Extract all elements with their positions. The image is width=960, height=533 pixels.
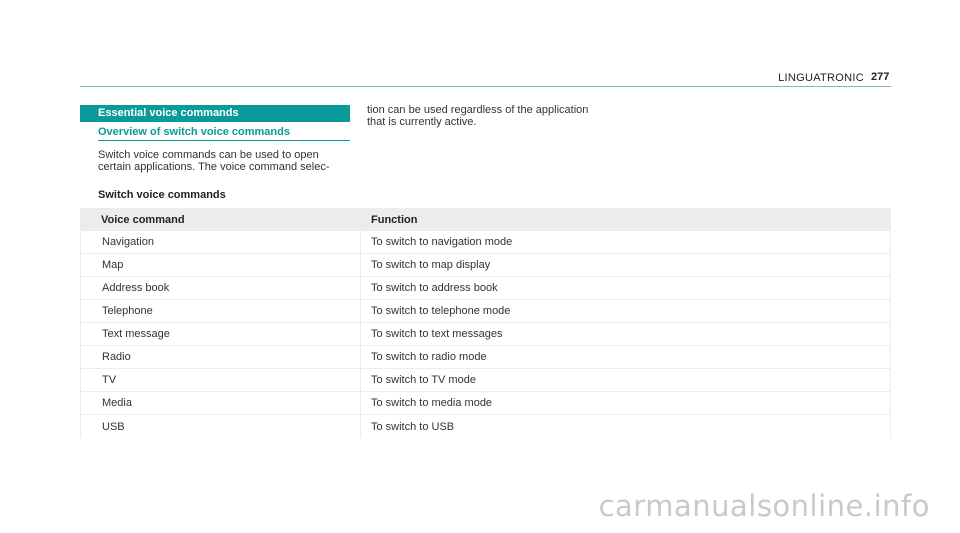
- function-cell: To switch to media mode: [361, 392, 891, 414]
- table-row: [80, 300, 891, 323]
- voice-command-cell: Media: [80, 392, 361, 414]
- table-header-row: [80, 208, 891, 231]
- function-cell: To switch to text messages: [361, 323, 891, 345]
- section-title: Essential voice commands: [80, 105, 350, 122]
- subsection-title: Overview of switch voice commands: [98, 124, 350, 141]
- header-divider: [80, 86, 891, 87]
- header-voice-command: Voice command: [101, 213, 185, 226]
- table-row: [80, 415, 891, 438]
- intro-paragraph-left: Switch voice commands can be used to open certain applications. The voice command selec-: [98, 149, 330, 173]
- page-number: 277: [871, 71, 890, 83]
- header-function: Function: [371, 213, 418, 226]
- table-row: [80, 323, 891, 346]
- table-row: [80, 346, 891, 369]
- function-cell: To switch to navigation mode: [361, 231, 891, 253]
- table-row: [80, 369, 891, 392]
- intro-paragraph-right: tion can be used regardless of the application that is currently active.: [367, 104, 589, 128]
- voice-command-cell: Text message: [80, 323, 361, 345]
- voice-command-cell: Navigation: [80, 231, 361, 253]
- voice-command-cell: Telephone: [80, 300, 361, 322]
- table-row: [80, 277, 891, 300]
- voice-command-cell: USB: [80, 415, 361, 438]
- table-row: [80, 231, 891, 254]
- function-cell: To switch to USB: [361, 415, 891, 438]
- table-row: [80, 254, 891, 277]
- voice-command-table: [80, 208, 891, 438]
- watermark: carmanualsonline.info: [598, 489, 930, 523]
- voice-command-cell: Radio: [80, 346, 361, 368]
- table-row: [80, 392, 891, 415]
- function-cell: To switch to radio mode: [361, 346, 891, 368]
- voice-command-cell: Map: [80, 254, 361, 276]
- function-cell: To switch to address book: [361, 277, 891, 299]
- voice-command-cell: TV: [80, 369, 361, 391]
- function-cell: To switch to TV mode: [361, 369, 891, 391]
- voice-command-cell: Address book: [80, 277, 361, 299]
- function-cell: To switch to map display: [361, 254, 891, 276]
- table-title: Switch voice commands: [98, 189, 226, 201]
- running-header-title: LINGUATRONIC: [778, 72, 864, 84]
- function-cell: To switch to telephone mode: [361, 300, 891, 322]
